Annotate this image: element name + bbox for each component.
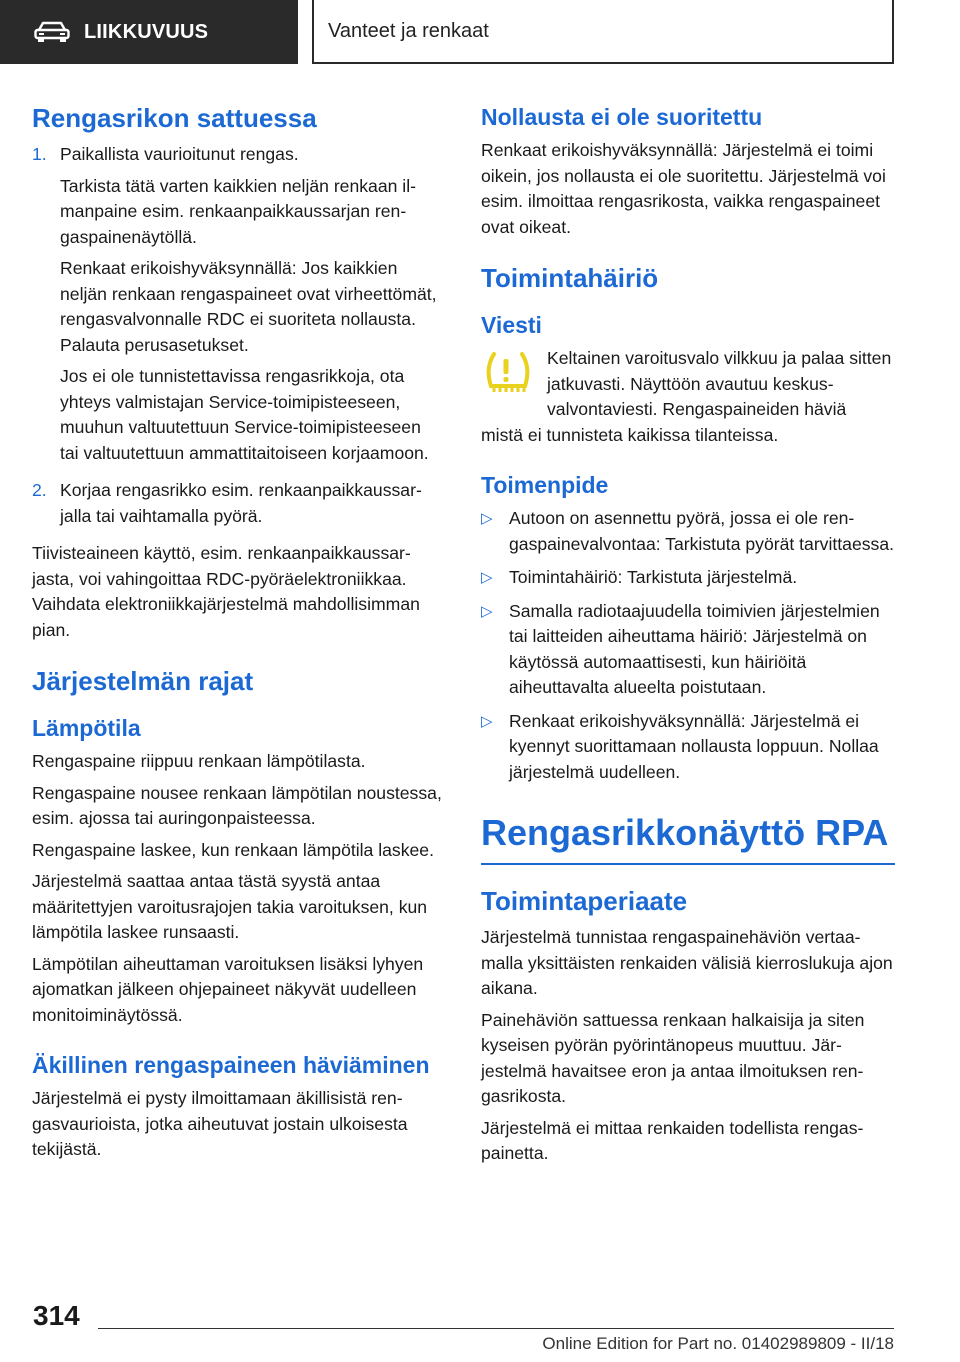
step-1 <box>32 142 444 472</box>
paragraph: Järjestelmä ei mittaa renkaiden todellista rengaspainetta. <box>481 1117 864 1163</box>
step-2-text: Korjaa rengasrikko esim. renkaanpaikkaussarjalla tai vaihtamalla pyörä. <box>60 480 422 526</box>
paragraph: Painehäviön sattuessa renkaan halkaisija ja siten kyseisen pyörän pyörintänopeus muuttuu. Järjestelmä havaitsee eron ja antaa ilmoituksen rengasrikosta. <box>481 1009 865 1106</box>
car-icon <box>34 21 70 43</box>
step-number: 1. <box>32 144 47 164</box>
bullet-triangle-icon: ▷ <box>481 712 493 730</box>
topic-header <box>312 0 894 64</box>
topic-title: Vanteet ja renkaat <box>328 19 489 42</box>
section-header <box>0 0 298 64</box>
left-column <box>32 100 444 1169</box>
paragraph: Rengaspaine nousee renkaan lämpötilan noustessa, esim. ajossa tai auringonpaisteessa. <box>32 782 442 828</box>
right-column <box>481 100 895 1173</box>
heading-viesti: Viesti <box>481 312 542 338</box>
warning-message <box>481 346 895 423</box>
paragraph-tiivisteaine: Tiivisteaineen käyttö, esim. renkaanpaikkaussarjasta, voi vahingoittaa RDC-pyöräelektroniikkaa. Vaihdata elektroniikkajärjestelmä mahdollisimman pian. <box>32 543 420 640</box>
list-item <box>481 506 895 557</box>
step-2 <box>32 478 444 535</box>
warning-text-continued: mistä ei tunnisteta kaikissa tilanteissa. <box>481 424 779 445</box>
footer-divider <box>98 1328 894 1329</box>
heading-lampotila: Lämpötila <box>32 715 141 741</box>
heading-toimintahairio: Toimintahäiriö <box>481 263 659 293</box>
warning-text: Keltainen varoitusvalo vilkkuu ja palaa sitten jatkuvasti. Näyttöön avautuu keskusvalvontaviesti. Rengaspaineiden häviä <box>547 348 892 419</box>
list-item-text: Autoon on asennettu pyörä, jossa ei ole rengaspainevalvontaa: Tarkistuta pyörät tarvittaessa. <box>509 508 894 554</box>
heading-jarjestelman-rajat: Järjestelmän rajat <box>32 666 254 696</box>
bullet-triangle-icon: ▷ <box>481 510 493 527</box>
bullet-triangle-icon: ▷ <box>481 602 493 620</box>
paragraph: Järjestelmä tunnistaa rengaspainehäviön vertaamalla yksittäisten renkaiden välisiä kierroslukuja ajon aikana. <box>481 927 893 998</box>
list-item-text: Renkaat erikoishyväksynnällä: Järjestelmä ei kyennyt suorittamaan nollausta loppuun. Nollaa järjestelmä uudelleen. <box>509 710 879 782</box>
heading-rengasrikkonaytto-rpa: Rengasrikkonäyttö RPA <box>481 812 889 853</box>
heading-rengasrikon-sattuessa: Rengasrikon sattuessa <box>32 103 317 133</box>
bullet-triangle-icon: ▷ <box>481 569 493 586</box>
paragraph: Järjestelmä saattaa antaa tästä syystä antaa määritettyjen varoitusrajojen takia varoituksen, kun lämpötila laskee runsaasti. <box>32 871 428 942</box>
list-item <box>481 709 895 786</box>
step-1-paragraph: Jos ei ole tunnistettavissa rengasrikkoja, ota yhteys valmistajan Service-toimipisteeseen, muuhun valtuutettuun Service-toimipisteeseen tai valtuutettuun ammattitaitoiseen korjaamoon. <box>60 366 429 463</box>
list-item <box>481 565 895 591</box>
list-item <box>481 599 895 701</box>
paragraph: Lämpötilan aiheuttaman varoituksen lisäksi lyhyen ajomatkan jälkeen ohjepaineet näkyvät uudelleen monitoiminäytössä. <box>32 953 424 1025</box>
list-item-text: Samalla radiotaajuudella toimivien järjestelmien tai laitteiden aiheuttama häiriö: Järjestelmä on käytössä automaattisesti, kun häiriöitä aiheuttavalta alueelta poistutaan. <box>509 600 880 697</box>
list-item-text: Toimintahäiriö: Tarkistuta järjestelmä. <box>509 567 798 587</box>
step-number: 2. <box>32 480 47 500</box>
heading-toimenpide: Toimenpide <box>481 472 609 498</box>
heading-toimintaperiaate: Toimintaperiaate <box>481 886 688 916</box>
heading-nollausta: Nollausta ei ole suoritettu <box>481 104 763 130</box>
step-1-paragraph: Renkaat erikoishyväksynnällä: Jos kaikkien neljän renkaan rengaspaineet ovat virheettömät, rengasvalvonnalle RDC ei suoriteta nollausta. Palauta perusasetukset. <box>60 258 437 355</box>
edition-info: Online Edition for Part no. 01402989809 - II/18 <box>542 1334 894 1353</box>
paragraph: Rengaspaine laskee, kun renkaan lämpötila laskee. <box>32 839 434 860</box>
tire-pressure-warning-icon <box>481 350 535 398</box>
step-1-text: Paikallista vaurioitunut rengas. <box>60 144 299 164</box>
paragraph: Renkaat erikoishyväksynnällä: Järjestelmä ei toimi oikein, jos nollausta ei ole suoritettu. Järjestelmä voi esim. ilmoittaa rengasrikosta, vaikka rengaspaineet ovat oikeat. <box>481 140 886 237</box>
step-1-paragraph: Tarkista tätä varten kaikkien neljän renkaan ilmanpaine esim. renkaanpaikkaussarjan rengaspainenäytöllä. <box>60 175 416 247</box>
page-number: 314 <box>33 1300 80 1331</box>
chapter-heading <box>481 811 895 865</box>
paragraph: Rengaspaine riippuu renkaan lämpötilasta. <box>32 751 366 771</box>
heading-akillinen: Äkillinen rengaspaineen häviäminen <box>32 1052 430 1078</box>
paragraph: Järjestelmä ei pysty ilmoittamaan äkillisistä rengasvaurioista, jotka aiheutuvat jostain ulkoisesta tekijästä. <box>32 1088 408 1159</box>
section-title: LIIKKUVUUS <box>84 20 209 43</box>
